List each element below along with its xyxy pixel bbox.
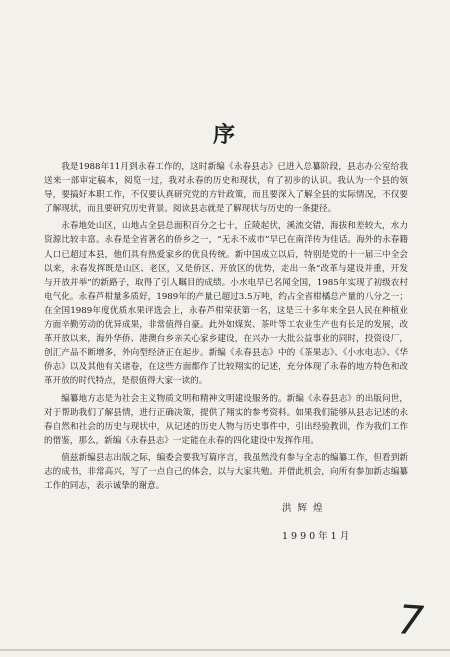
page-title: 序	[212, 122, 237, 148]
signature-date: 1990年1月	[282, 531, 353, 542]
paragraph: 我是1988年11月到永春工作的，这时新编《永春县志》已进入总纂阶段，县志办公室给我送来一部审定稿本，阅览一过，我对永春的历史和现状，有了初步的认识。我认为一个县的领导，要搞好本职工作，不仅要认真研究党的方针政策，而且要深入了解全县的实际情况，不仅要了解现状，而且要研究历史背景。阅读县志就是了解现状与历史的一条捷径。	[44, 162, 408, 215]
author-signature: 洪辉煌	[282, 503, 329, 514]
paragraph: 值兹新编县志出版之际，编委会要我写篇序言，我虽然没有参与全志的编纂工作，但看到新志的成书，非常高兴，写了一点自己的体会，以与大家共勉。并借此机会，向所有参加新志编纂工作的同志，表示诚挚的谢意。	[44, 452, 408, 492]
paragraph: 永春地处山区，山地占全县总面积百分之七十，丘陵起伏，溪流交错，海拔和差较大，水力资源比较丰富。永春是全省著名的侨乡之一，“无永不成市”早已在南洋传为佳话。海外的永春籍人口已超过本县，他们具有热爱家乡的优良传统。新中国成立以后，特别是党的十一届三中全会以来，永春发挥既是山区、老区，又是侨区、开放区的优势，走出一条“改革与建设并重，开发与开放并举”的新路子，取得了引人瞩目的成绩。小水电早已名闻全国，1985年实现了初级农村电气化。永春芦柑量多质好，1989年的产量已超过3.5万吨，约占全省柑橘总产量的八分之一；在全国1989年度优质水果评选会上，永春芦柑荣获第一名，这是三十多年来全县人民在种植业方面辛勤劳动的优异成果，非常值得自豪。此外如煤炭、茶叶等工农业生产也有长足的发展，改革开放以来，海外华侨、港澳台乡亲关心家乡建设，在兴办一大批公益事业的同时，投资设厂，创汇产品不断增多，外向型经济正在起步。新编《永春县志》中的《茶果志》、《小水电志》、《华侨志》以及其他有关诸卷，在这些方面都作了比较翔实的记述，充分体现了永春的地方特色和改革开放的时代特点，是很值得大家一读的。	[44, 221, 408, 387]
paragraph: 编纂地方志是为社会主义物质文明和精神文明建设服务的。新编《永春县志》的出版问世，对于帮助我们了解县情，进行正确决策，提供了翔实的参考资料。如果我们能够从县志记述的永春自然和社会的历史与现状中，从记述的历史人物与历史事件中，引出经验教训，作为我们工作的借鉴，那么，新编《永春县志》一定能在永春的四化建设中发挥作用。	[44, 393, 408, 446]
page-edge	[0, 649, 450, 651]
preface-body	[44, 160, 408, 496]
page-number: 7	[396, 597, 426, 645]
